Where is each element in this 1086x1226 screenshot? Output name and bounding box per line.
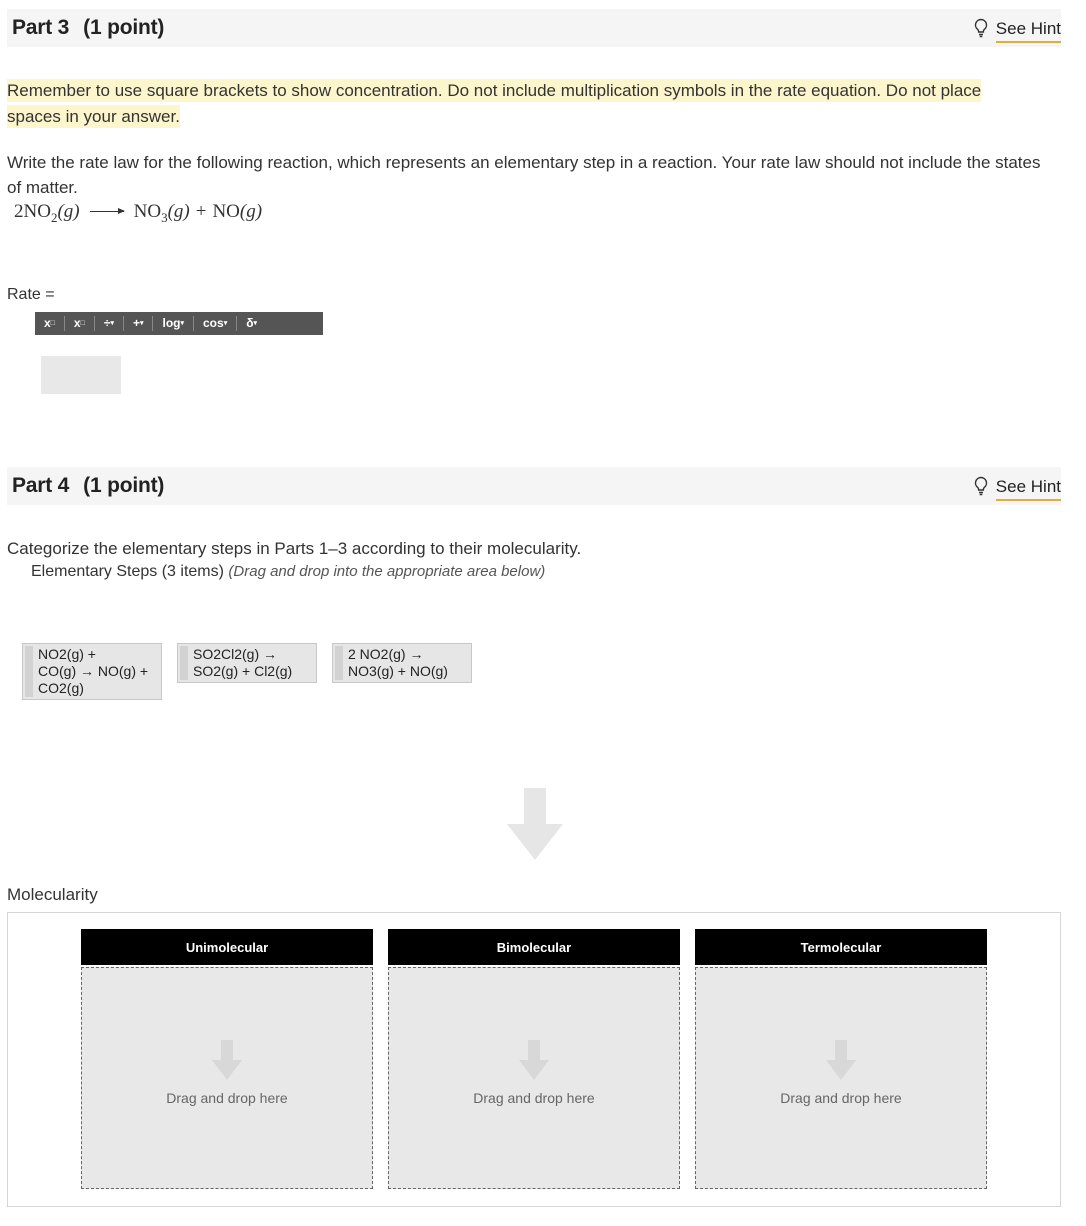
note-text: Remember to use square brackets to show concentration. Do not include multiplication symbols in the rate equation. Do not place spaces in your answer. xyxy=(7,81,982,126)
part-4-question: Categorize the elementary steps in Parts 1–3 according to their molecularity. xyxy=(7,539,582,558)
trig-glyph: cos xyxy=(203,316,224,330)
drag-handle-icon[interactable] xyxy=(180,646,188,680)
tile-line: CO(g) → NO(g) + xyxy=(38,663,149,679)
items-heading: Elementary Steps (3 items) xyxy=(31,563,224,580)
draggable-tile[interactable] xyxy=(22,643,162,700)
see-hint-link[interactable]: See Hint xyxy=(996,19,1061,43)
column-bimolecular xyxy=(388,929,680,1189)
column-header: Termolecular xyxy=(695,929,987,965)
fraction-button[interactable]: ÷ ▾ xyxy=(95,316,124,331)
part-4-points: (1 point) xyxy=(83,474,165,497)
greek-glyph: δ xyxy=(246,316,254,330)
column-termolecular xyxy=(695,929,987,1189)
reactant-state: (g) xyxy=(57,201,80,222)
rate-label: Rate = xyxy=(7,286,55,303)
part-3-points: (1 point) xyxy=(83,16,165,39)
drop-hint-text: Drag and drop here xyxy=(166,1090,288,1106)
part-4-header xyxy=(7,467,1061,505)
part-3-title xyxy=(12,16,164,40)
instruction-note xyxy=(7,78,1027,130)
down-arrow-icon xyxy=(826,1040,856,1085)
product-2 xyxy=(212,201,262,223)
elementary-steps-heading xyxy=(31,563,545,581)
product-2-state: (g) xyxy=(239,201,263,222)
tile-line: SO2Cl2(g) → xyxy=(193,646,278,662)
drag-handle-icon[interactable] xyxy=(335,646,343,680)
log-glyph: log xyxy=(162,316,181,330)
items-instruction: (Drag and drop into the appropriate area below) xyxy=(228,563,546,580)
draggable-tile[interactable] xyxy=(177,643,317,683)
part-4-title xyxy=(12,474,164,498)
drag-handle-icon[interactable] xyxy=(25,646,33,697)
part-3-header xyxy=(7,9,1061,47)
reactant xyxy=(14,201,80,226)
reactant-formula: 2NO xyxy=(14,201,51,222)
fraction-glyph: ÷ xyxy=(103,316,111,330)
column-header: Bimolecular xyxy=(388,929,680,965)
drop-zone[interactable] xyxy=(695,967,987,1189)
tile-line: CO2(g) xyxy=(38,680,84,696)
superscript-glyph: x xyxy=(44,316,51,330)
product-1-formula: NO xyxy=(133,201,162,222)
superscript-button[interactable]: x □ xyxy=(35,316,65,331)
part-4-label: Part 4 xyxy=(12,474,70,497)
reaction-equation xyxy=(14,201,262,226)
down-arrow-icon xyxy=(519,1040,549,1085)
product-1-state: (g) xyxy=(167,201,190,222)
see-hint-link[interactable]: See Hint xyxy=(996,477,1061,501)
tile-line: SO2(g) + Cl2(g) xyxy=(193,663,293,679)
tile-line: 2 NO2(g) → xyxy=(348,646,424,662)
part-3-question: Write the rate law for the following reaction, which represents an elementary step in a reaction. Your rate law should not include the states of matter. xyxy=(7,153,1041,197)
part-4-hint-button[interactable] xyxy=(974,467,1061,505)
draggable-tile[interactable] xyxy=(332,643,472,683)
part-3-hint-button[interactable] xyxy=(974,9,1061,47)
product-1-subscript: 3 xyxy=(161,209,168,225)
drop-zone[interactable] xyxy=(388,967,680,1189)
operators-button[interactable]: + ▾ xyxy=(124,316,154,331)
drop-zone[interactable] xyxy=(81,967,373,1189)
rate-answer-input[interactable] xyxy=(41,356,121,394)
trig-button[interactable]: cos ▾ xyxy=(194,316,237,331)
reactant-subscript: 2 xyxy=(50,209,58,225)
lightbulb-icon xyxy=(974,476,988,496)
product-1 xyxy=(134,201,190,226)
down-arrow-icon xyxy=(212,1040,242,1085)
drop-hint-text: Drag and drop here xyxy=(473,1090,595,1106)
down-arrow-icon xyxy=(507,788,563,865)
math-toolbar xyxy=(35,312,323,335)
tile-line: NO2(g) + xyxy=(38,646,96,662)
reaction-arrow-icon xyxy=(90,211,124,212)
plus-sign: + xyxy=(195,201,207,222)
column-header: Unimolecular xyxy=(81,929,373,965)
log-button[interactable]: log ▾ xyxy=(153,316,194,331)
tile-line: NO3(g) + NO(g) xyxy=(348,663,448,679)
part-3-label: Part 3 xyxy=(12,16,70,39)
drop-hint-text: Drag and drop here xyxy=(780,1090,902,1106)
molecularity-label: Molecularity xyxy=(7,885,98,904)
greek-button[interactable]: δ ▾ xyxy=(246,316,257,330)
lightbulb-icon xyxy=(974,18,988,38)
column-unimolecular xyxy=(81,929,373,1189)
product-2-formula: NO xyxy=(212,201,240,222)
subscript-glyph: x xyxy=(73,316,81,330)
operators-glyph: + xyxy=(132,316,140,330)
subscript-button[interactable]: x □ xyxy=(65,316,95,331)
